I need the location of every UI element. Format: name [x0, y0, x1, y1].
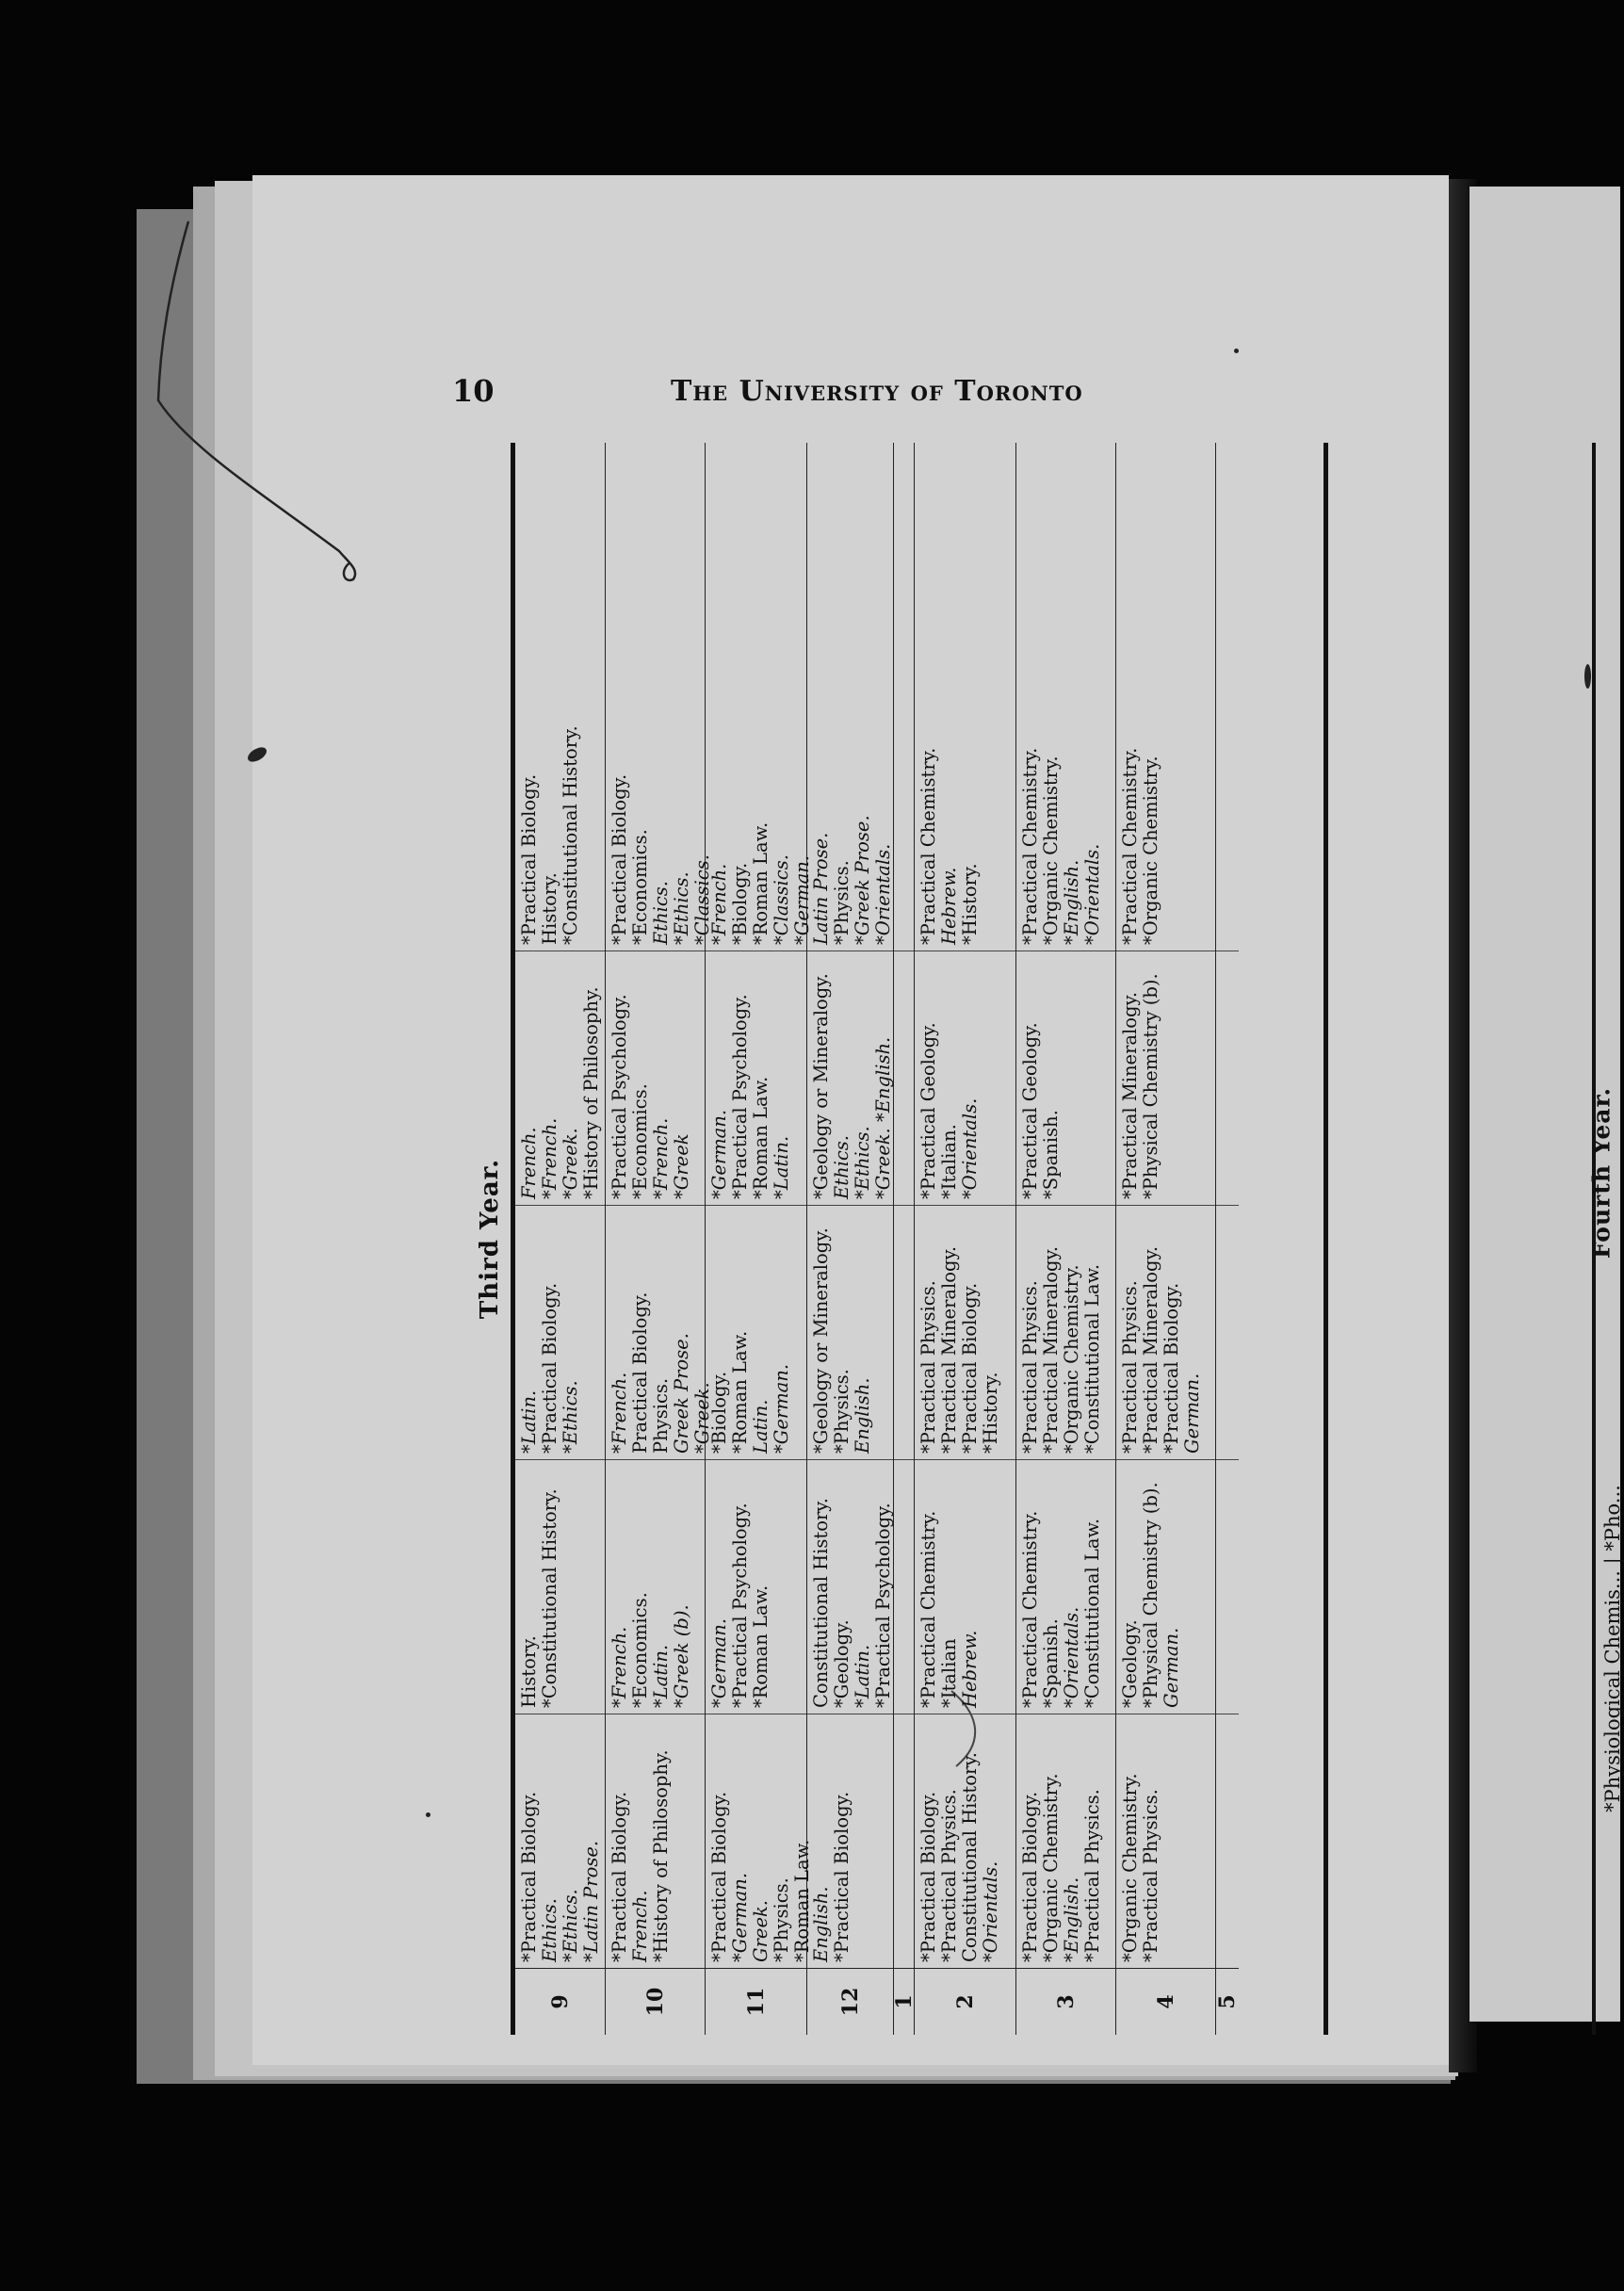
timetable-row — [706, 443, 813, 2035]
row-number: 1 — [894, 1968, 914, 2035]
timetable-row — [1216, 443, 1239, 2035]
timetable-cell — [1116, 1459, 1215, 1714]
timetable-cell — [894, 1205, 914, 1459]
course-entry: *Latin. — [650, 1644, 672, 1708]
course-entry: *Geology or Mineralogy. — [810, 973, 832, 1199]
timetable-region — [471, 443, 1328, 2035]
timetable-row — [915, 443, 1016, 2035]
course-entry: History. — [539, 872, 560, 945]
course-entry: French. — [629, 1890, 651, 1962]
course-entry: Ethics. — [539, 1898, 560, 1962]
course-entry: *French. — [539, 1117, 560, 1199]
course-entry: *French. — [708, 863, 730, 945]
course-entry: *Constitutional Law. — [1081, 1263, 1103, 1454]
next-section-title: Fourth Year. — [1587, 1086, 1616, 1259]
timetable-cell — [1016, 951, 1115, 1205]
course-entry: *Constitutional Law. — [1081, 1518, 1103, 1708]
timetable-cell — [1016, 1459, 1115, 1714]
row-number: 2 — [915, 1968, 1015, 2035]
row-number: 5 — [1216, 1968, 1239, 2035]
course-entry: *Practical Mineralogy. — [1140, 1245, 1161, 1454]
course-entry: *Practical Geology. — [1019, 1022, 1041, 1199]
course-entry: *Greek — [671, 1133, 692, 1199]
course-entry: Latin Prose. — [810, 832, 832, 945]
timetable-cell — [915, 696, 1015, 951]
course-entry: *French. — [609, 1372, 630, 1454]
course-entry: *Greek (b). — [671, 1604, 692, 1708]
timetable-cell — [706, 696, 813, 951]
page-number: 10 — [452, 373, 495, 409]
timetable-row — [807, 443, 894, 2035]
course-entry: *Practical Biology. — [1019, 1791, 1041, 1962]
course-entry: *Practical Physics. — [1119, 1280, 1141, 1454]
course-entry: *Orientals. — [980, 1860, 1001, 1962]
timetable-cell — [1016, 696, 1115, 951]
course-entry: Hebrew. — [938, 867, 960, 945]
course-entry: *Practical Biology. — [518, 1791, 540, 1962]
row-number: 12 — [807, 1968, 893, 2035]
course-entry: *Roman Law. — [729, 1330, 751, 1454]
course-entry: *Biology. — [708, 1371, 730, 1454]
timetable-cell — [915, 1714, 1015, 1968]
course-entry: *Practical Physics. — [938, 1789, 960, 1962]
timetable-cell — [915, 1205, 1015, 1459]
course-entry: *Practical Mineralogy. — [1040, 1245, 1062, 1454]
course-entry: Practical Biology. — [629, 1292, 651, 1454]
course-entry: *Physical Chemistry (b). — [1140, 1482, 1161, 1708]
course-entry: *French. — [609, 1626, 630, 1708]
course-entry: *Practical Mineralogy. — [1119, 991, 1141, 1199]
timetable-cell — [894, 696, 914, 951]
course-entry: French. — [518, 1127, 540, 1199]
course-entry: *Practical Biology. — [518, 773, 540, 945]
timetable-cell — [706, 1205, 806, 1459]
course-entry: *German. — [791, 854, 813, 945]
course-entry: *Practical Mineralogy. — [938, 1245, 960, 1454]
course-entry: English. — [810, 1886, 832, 1962]
row-number: 10 — [606, 1968, 705, 2035]
course-entry: *Economics. — [629, 1083, 651, 1199]
course-entry: *Roman Law. — [750, 821, 771, 945]
course-entry: *English. — [1061, 859, 1082, 945]
timetable-cell — [1116, 951, 1215, 1205]
course-entry: *Greek. *English. — [872, 1036, 894, 1199]
row-number: 4 — [1116, 1968, 1215, 2035]
course-entry: *Ethics. — [852, 1126, 873, 1199]
course-entry: *Physics. — [831, 1369, 853, 1454]
timetable-cell — [515, 696, 605, 951]
timetable-cell — [1116, 696, 1215, 951]
course-entry: *History of Philosophy. — [650, 1749, 672, 1962]
course-entry: *Geology. — [831, 1619, 853, 1708]
timetable-cell — [807, 951, 893, 1205]
course-entry: *Constitutional History. — [560, 725, 581, 945]
course-entry: *Practical Chemistry. — [1019, 747, 1041, 945]
timetable-cell — [1216, 951, 1239, 1205]
section-title: Third Year. — [476, 1158, 504, 1320]
course-entry: *Latin Prose. — [580, 1840, 602, 1962]
speck — [426, 1812, 430, 1817]
course-entry: *Organic Chemistry. — [1040, 1773, 1062, 1962]
course-entry: *Practical Biology. — [959, 1282, 981, 1454]
course-entry: *German. — [708, 1617, 730, 1708]
course-entry: *History. — [959, 863, 981, 945]
course-entry: *Practical Biology. — [609, 773, 630, 945]
course-entry: *Orientals. — [1081, 843, 1103, 945]
timetable-cell — [606, 1459, 705, 1714]
timetable-cell — [606, 1714, 705, 1968]
timetable-rotated — [471, 443, 1328, 2035]
course-entry: *Practical Biology. — [1161, 1282, 1182, 1454]
course-entry: *Practical Psychology. — [609, 994, 630, 1199]
course-entry: *Practical Physics. — [1019, 1280, 1041, 1454]
course-entry: *German. — [729, 1872, 751, 1962]
timetable-cell — [894, 1459, 914, 1714]
speck — [1584, 664, 1591, 689]
timetable-cell — [606, 951, 705, 1205]
course-entry: Latin. — [750, 1399, 771, 1454]
course-entry: *English. — [1061, 1877, 1082, 1962]
course-entry: *Organic Chemistry. — [1061, 1264, 1082, 1454]
row-number: 3 — [1016, 1968, 1115, 2035]
course-entry: *Physics. — [771, 1877, 792, 1962]
course-entry: *German. — [771, 1363, 792, 1454]
course-entry: *Practical Psychology. — [872, 1503, 894, 1708]
thread-mark — [151, 212, 377, 589]
timetable-cell — [515, 1459, 605, 1714]
timetable-cell — [515, 1205, 605, 1459]
next-section-partial-text: *Physiological Chemis... | *Pho... — [1601, 1485, 1624, 1812]
course-entry: History. — [518, 1635, 540, 1708]
course-entry: *Roman Law. — [750, 1584, 771, 1708]
timetable-row — [1116, 443, 1216, 2035]
timetable-cell — [807, 1714, 893, 1968]
timetable-row — [891, 443, 917, 2035]
course-entry: *Geology. — [1119, 1619, 1141, 1708]
course-entry: Ethics. — [650, 881, 672, 945]
timetable-cell — [915, 951, 1015, 1205]
course-entry: Greek. — [750, 1900, 771, 1962]
timetable-cell — [1016, 1205, 1115, 1459]
course-entry: Constitutional History. — [810, 1498, 832, 1708]
course-entry: *Ethics. — [560, 1380, 581, 1454]
course-entry: *Latin. — [852, 1644, 873, 1708]
course-entry: *Practical Physics. — [1140, 1789, 1161, 1962]
course-entry: *Ethics. — [560, 1889, 581, 1962]
timetable-cell — [706, 1714, 813, 1968]
course-entry: *Classics. — [771, 854, 792, 945]
course-entry: *Latin. — [518, 1389, 540, 1454]
speck — [1234, 349, 1239, 353]
course-entry: *Roman Law. — [791, 1839, 813, 1962]
timetable-cell — [1216, 1459, 1239, 1714]
course-entry: *Economics. — [629, 1592, 651, 1708]
timetable-cell — [894, 951, 914, 1205]
timetable-cell — [807, 696, 893, 951]
course-entry: *Spanish. — [1040, 1618, 1062, 1708]
timetable-row — [1016, 443, 1116, 2035]
course-entry: *Practical Chemistry. — [1019, 1510, 1041, 1708]
course-entry: *Orientals. — [1061, 1606, 1082, 1708]
course-entry: *Geology or Mineralogy. — [810, 1227, 832, 1454]
course-entry: *Practical Chemistry. — [1119, 747, 1141, 945]
timetable-cell — [706, 951, 806, 1205]
course-entry: *Classics. — [691, 854, 713, 945]
course-entry: *Practical Biology. — [918, 1791, 939, 1962]
course-entry: *Practical Biology. — [609, 1791, 630, 1962]
course-entry: *Orientals. — [872, 843, 894, 945]
timetable-cell — [1116, 1205, 1215, 1459]
course-entry: *Greek. — [560, 1128, 581, 1199]
course-entry: *History of Philosophy. — [580, 986, 602, 1199]
course-entry: *Practical Biology. — [539, 1282, 560, 1454]
course-entry: *Ethics. — [671, 871, 692, 945]
course-entry: *Practical Physics. — [918, 1280, 939, 1454]
timetable-cell — [606, 1205, 713, 1459]
row-number: 11 — [706, 1968, 806, 2035]
timetable-cell — [915, 1459, 1015, 1714]
row-number: 9 — [515, 1968, 605, 2035]
course-entry: Ethics. — [831, 1135, 853, 1199]
course-entry: *History. — [980, 1372, 1001, 1454]
course-entry: *Orientals. — [959, 1097, 981, 1199]
timetable-cell — [606, 696, 713, 951]
course-entry: *Spanish. — [1040, 1110, 1062, 1199]
course-entry: *Italian. — [938, 1124, 960, 1199]
timetable-cell — [1016, 1714, 1115, 1968]
course-entry: *Practical Psychology. — [729, 994, 751, 1199]
timetable-cell — [706, 1459, 806, 1714]
course-entry: *Practical Physics. — [1081, 1789, 1103, 1962]
running-head: The University of Toronto — [671, 375, 1083, 408]
course-entry: *Physical Chemistry (b). — [1140, 973, 1161, 1199]
timetable-cell — [515, 951, 605, 1205]
timetable-cell — [515, 1714, 605, 1968]
course-entry: *Practical Geology. — [918, 1022, 939, 1199]
course-entry: *Greek Prose. — [852, 815, 873, 945]
course-entry: Physics. — [650, 1377, 672, 1454]
timetable-grid — [511, 443, 1328, 2035]
timetable-cell — [894, 1714, 914, 1968]
course-entry: *Constitutional History. — [539, 1488, 560, 1708]
course-entry: *Organic Chemistry. — [1119, 1773, 1141, 1962]
course-entry: *Practical Biology. — [831, 1791, 853, 1962]
course-entry: German. — [1161, 1627, 1182, 1708]
course-entry: *Greek. — [691, 1382, 713, 1454]
timetable-row — [606, 443, 713, 2035]
course-entry: *Italian — [938, 1638, 960, 1708]
course-entry: Hebrew. — [959, 1630, 981, 1708]
course-entry: *Economics. — [629, 829, 651, 945]
course-entry: *Organic Chemistry. — [1140, 756, 1161, 945]
course-entry: *Practical Biology. — [708, 1791, 730, 1962]
course-entry: *Practical Psychology. — [729, 1503, 751, 1708]
course-entry: *Physics. — [831, 860, 853, 945]
course-entry: *Practical Chemistry. — [918, 747, 939, 945]
course-entry: English. — [852, 1377, 873, 1454]
timetable-cell — [807, 1205, 893, 1459]
timetable-cell — [1216, 696, 1239, 951]
course-entry: *Roman Law. — [750, 1076, 771, 1199]
course-entry: *German. — [708, 1109, 730, 1199]
timetable-row — [515, 443, 606, 2035]
course-entry: *Organic Chemistry. — [1040, 756, 1062, 945]
course-entry: Greek Prose. — [671, 1333, 692, 1454]
course-entry: *Practical Chemistry. — [918, 1510, 939, 1708]
timetable-cell — [807, 1459, 893, 1714]
course-entry: *Latin. — [771, 1135, 792, 1199]
course-entry: *French. — [650, 1117, 672, 1199]
timetable-cell — [1216, 1714, 1239, 1968]
course-entry: German. — [1181, 1373, 1203, 1454]
course-entry: Constitutional History. — [959, 1752, 981, 1962]
timetable-cell — [1116, 1714, 1215, 1968]
course-entry: *Biology. — [729, 862, 751, 945]
timetable-cell — [1216, 1205, 1239, 1459]
